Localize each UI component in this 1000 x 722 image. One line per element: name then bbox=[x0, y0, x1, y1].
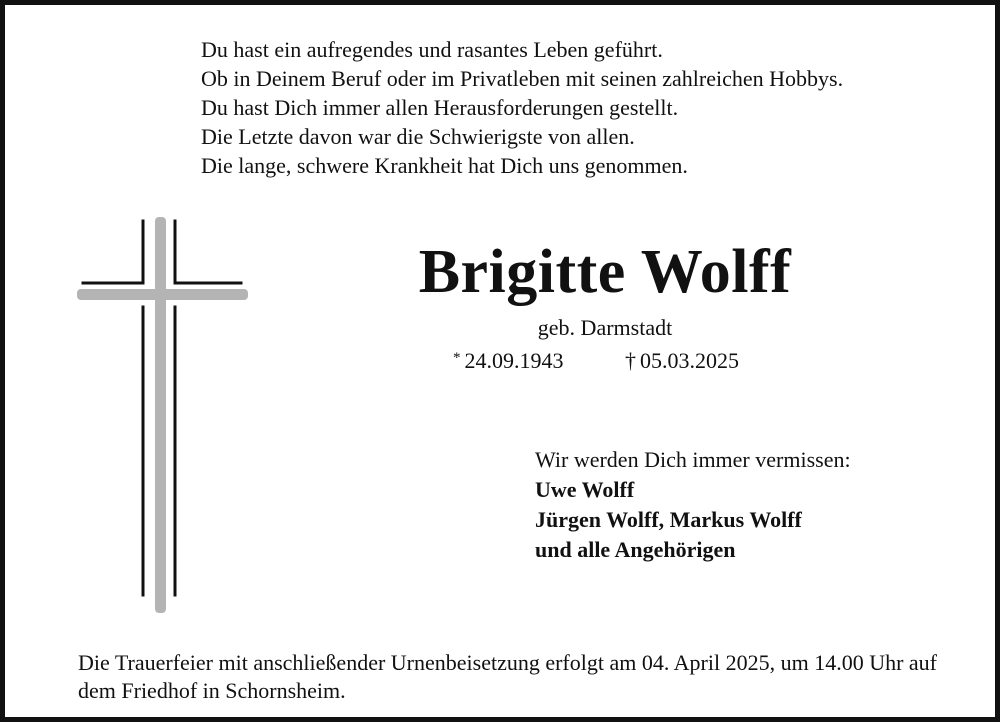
cross-icon bbox=[75, 215, 250, 615]
intro-poem bbox=[201, 35, 843, 180]
mourners-block bbox=[535, 445, 851, 565]
death-dagger-icon: † bbox=[625, 348, 636, 373]
funeral-notice: Die Trauerfeier mit anschließender Urnenbeisetzung erfolgt am 04. April 2025, um 14.00 Uhr auf dem Friedhof in Schornsheim. bbox=[78, 650, 937, 703]
mourner-name: Jürgen Wolff, Markus Wolff bbox=[535, 507, 802, 532]
birth-date: 24.09.1943 bbox=[464, 348, 564, 373]
intro-line: Du hast ein aufregendes und rasantes Leben geführt. bbox=[201, 37, 663, 62]
death-date-group bbox=[625, 348, 739, 374]
death-date: 05.03.2025 bbox=[640, 348, 739, 373]
birth-date-group bbox=[453, 348, 564, 374]
intro-line: Du hast Dich immer allen Herausforderungen gestellt. bbox=[201, 95, 679, 120]
mourner-name: und alle Angehörigen bbox=[535, 537, 736, 562]
intro-line: Die lange, schwere Krankheit hat Dich uns genommen. bbox=[201, 153, 688, 178]
birth-star-icon: * bbox=[453, 350, 461, 366]
deceased-name: Brigitte Wolff bbox=[418, 238, 792, 306]
mourners-intro: Wir werden Dich immer vermissen: bbox=[535, 447, 851, 472]
cross-vertical-beam bbox=[155, 217, 166, 613]
intro-line: Ob in Deinem Beruf oder im Privatleben mit seinen zahlreichen Hobbys. bbox=[201, 66, 844, 91]
cross-horizontal-beam bbox=[77, 289, 248, 300]
mourner-name: Uwe Wolff bbox=[535, 477, 635, 502]
maiden-name: geb. Darmstadt bbox=[537, 315, 673, 340]
intro-line: Die Letzte davon war die Schwierigste von allen. bbox=[201, 124, 635, 149]
